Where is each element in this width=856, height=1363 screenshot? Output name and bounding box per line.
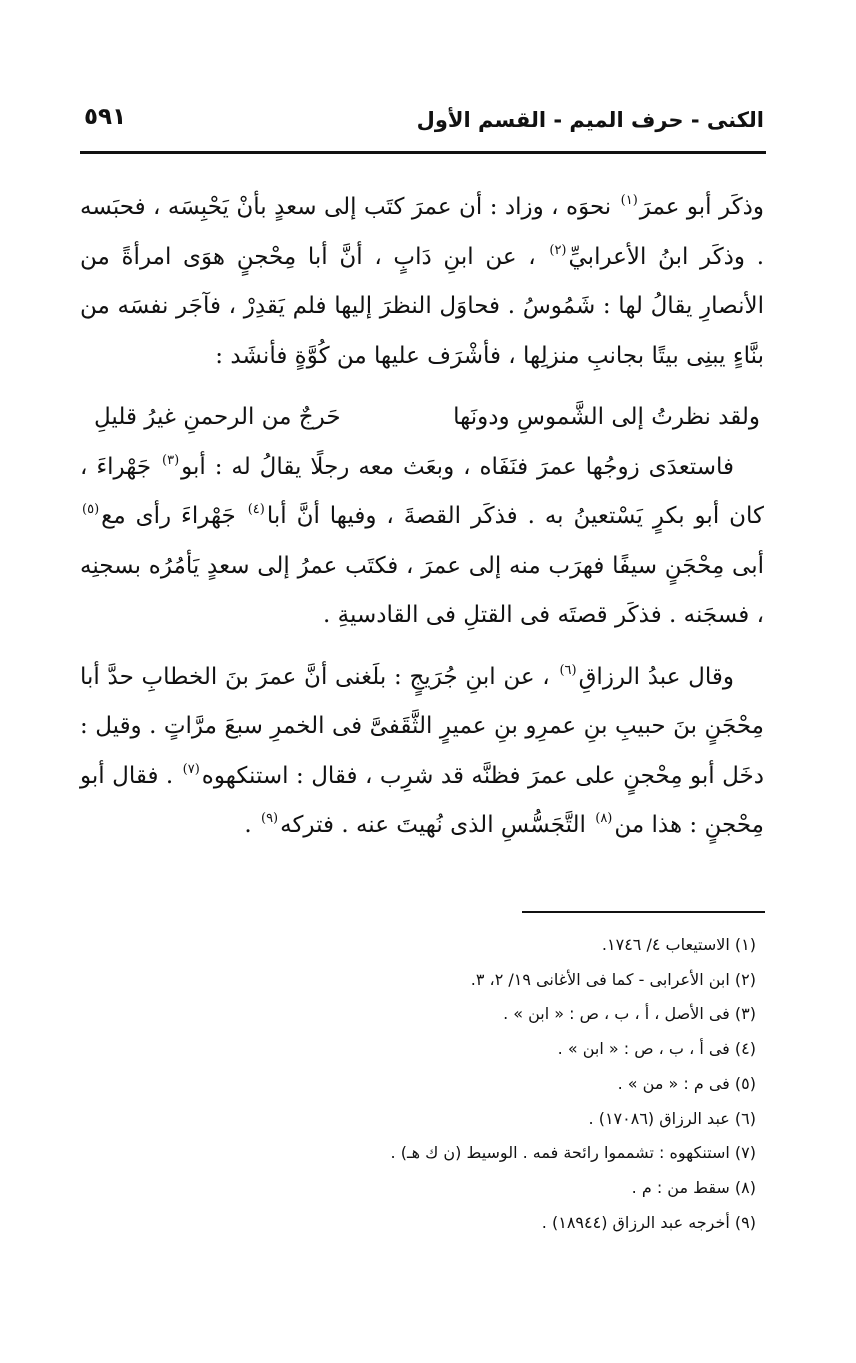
footnote: (٨) سقط من : م . [631,1177,756,1197]
footnote: (٥) فى م : « من » . [617,1073,756,1093]
verse-second-hemistich: حَرجٌ من الرحمنِ غيرُ قليلِ [94,404,341,430]
footnote: (٦) عبد الرزاق (١٧٠٨٦) . [588,1108,756,1128]
footnote-marker: (٨) [595,811,613,826]
footnote: (٧) استنكهوه : تشمموا رائحة فمه . الوسيط (ن ك هـ) . [390,1143,756,1163]
text-run: وقال عبدُ الرزاقِ [578,663,734,690]
paragraph [80,443,764,641]
paragraph [80,653,764,851]
paragraph-gap [80,641,764,653]
text-run: أبى مِحْجَنٍ سيفًا فهرَب منه إلى عمرَ ، فكتَب عمرُ إلى سعدٍ يَأمُرُه بسجنِه ، فسجَنه . فذكَر قصتَه فى القتلِ فى القادسيةِ . [80,552,764,628]
text-run: . فقال أبو مِحْجنٍ : هذا من [80,762,764,838]
page-number: ٥٩١ [84,104,127,130]
footnote-marker: (١) [620,193,638,208]
text-run: . [244,812,259,838]
verse-first-hemistich: ولقد نظرتُ إلى الشَّموسِ ودونَها [453,404,760,430]
footnote-marker: (٥) [82,502,100,517]
text-run: جَهْراءَ ، كان أبو بكرٍ يَسْتعينُ به . فذكَر القصةَ ، وفيها أنَّ أبا [80,453,764,529]
footnote-marker: (٣) [162,452,180,468]
footnote-marker: (٧) [182,761,200,777]
text-run: ، عن ابنِ دَابٍ ، أنَّ أبا مِحْجنٍ هوَى امرأةً من الأنصارِ يقالُ لها : شَمُوسُ . فحاوَل النظرَ إليها فلم يَقدِرْ ، فآجَر نفسَه من بنَّاءٍ يبنِى بيتًا بجانبِ منزلِها ، فأشْرَف عليها من كُوَّةٍ فأنشَد : [80,243,764,369]
running-title: الكنى - حرف الميم - القسم الأول [416,108,764,132]
text-run: وذكَر أبو عمرَ [639,194,764,220]
footnote: (٢) ابن الأعرابى - كما فى الأغانى ١٩/ ٢، ٣. [470,969,756,989]
footnote-marker: (٦) [559,662,577,678]
text-run: التَّجَسُّسِ الذى نُهيتَ عنه . فتركه [280,812,594,838]
header-rule [80,151,766,154]
running-header [80,102,764,142]
footnote-marker: (٤) [247,502,265,517]
footnote: (٩) أخرجه عبد الرزاق (١٨٩٤٤) . [541,1212,756,1232]
footnote-rule [522,911,765,913]
footnote-marker: (٢) [549,242,567,258]
text-run: ، عن ابنِ جُرَيجٍ : بلَغنى أنَّ عمرَ بنَ الخطابِ حدَّ أبا مِحْجَنٍ بنَ حبيبِ بنِ عمرِو بنِ عميرٍ الثَّقَفىَّ فى الخمرِ سبعَ مرَّاتٍ . وقيل : دخَل أبو مِحْجنٍ على عمرَ فظنَّه قد شرِب ، فقال : استنكهوه [80,663,765,789]
text-run: نحوَه ، وزاد : أن عمرَ كتَب إلى سعدٍ بأنْ يَحْبِسَه ، فحبَسه . وذكَر ابنُ الأعرابيِّ [80,194,765,270]
footnote: (١) الاستيعاب ٤/ ١٧٤٦. [601,935,756,954]
footnotes [116,928,756,1240]
footnote: (٤) فى أ ، ب ، ص : « ابن » . [557,1039,756,1059]
text-run: جَهْراءَ رأى مع [101,503,246,529]
poetry-verse [80,393,764,443]
text-run: فاستعدَى زوجُها عمرَ فنَفَاه ، وبعَث معه رجلًا يقالُ له : أبو [181,453,735,480]
paragraph [80,183,764,381]
main-text [80,183,764,851]
footnote-marker: (٩) [260,811,279,826]
footnote: (٣) فى الأصل ، أ ، ب ، ص : « ابن » . [503,1004,756,1024]
